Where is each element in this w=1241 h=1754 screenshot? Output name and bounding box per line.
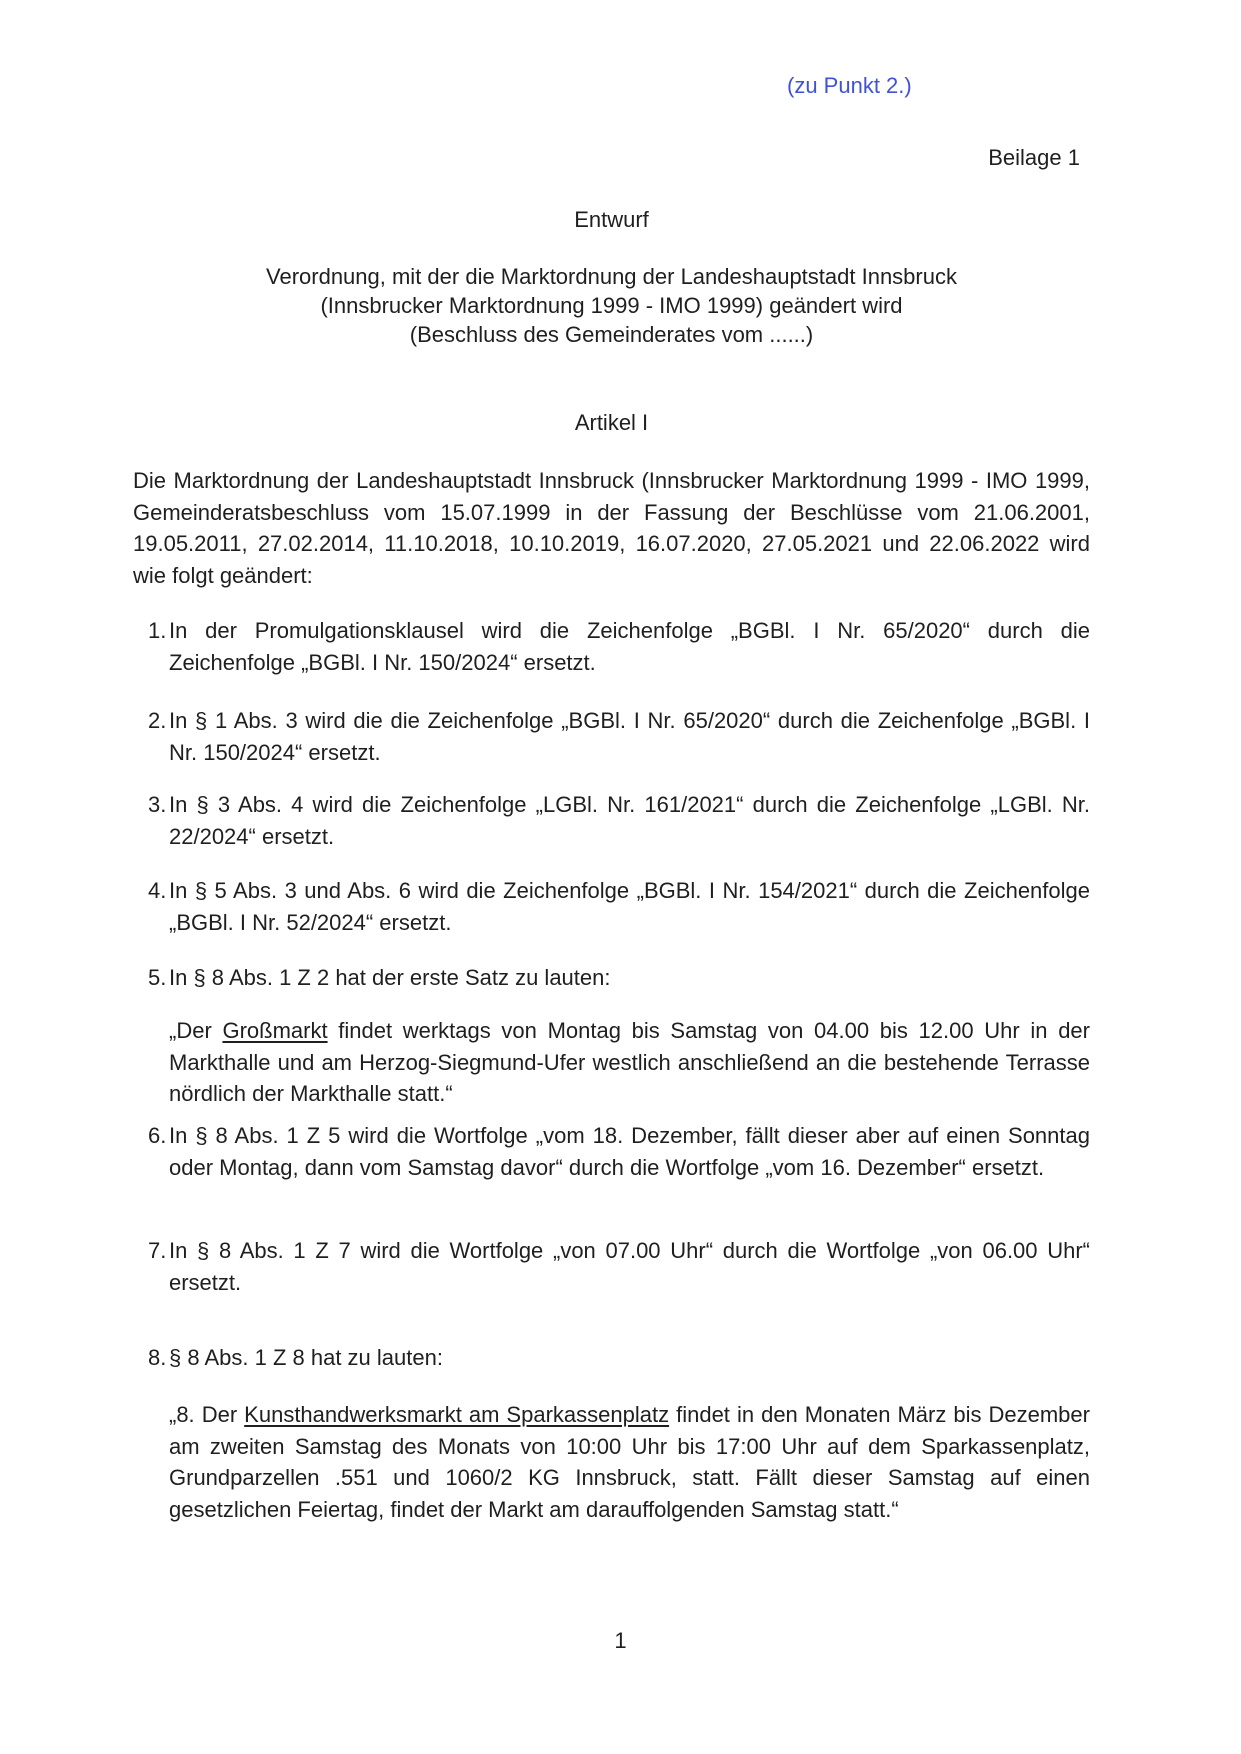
quote-suffix: findet werktags von Montag bis Samstag von 04.00 bis 12.00 Uhr in der Markthalle und am Herzog-Siegmund-Ufer westlich anschließend an die bestehende Terrasse nördlich der Markthalle statt.“ xyxy=(169,1018,1090,1106)
quote-prefix: „8. Der xyxy=(169,1402,245,1427)
list-item-number: 8. xyxy=(148,1345,167,1370)
document-title xyxy=(133,262,1090,349)
list-item-number: 1. xyxy=(148,618,167,643)
list-item-3 xyxy=(133,789,1090,852)
quote-prefix: „Der xyxy=(169,1018,223,1043)
list-item-text: § 8 Abs. 1 Z 8 hat zu lauten: xyxy=(169,1345,443,1370)
ref-note: (zu Punkt 2.) xyxy=(787,73,912,98)
list-item-2 xyxy=(133,705,1090,768)
underlined-term: Kunsthandwerksmarkt am Sparkassenplatz xyxy=(244,1402,670,1427)
title-line-2: (Innsbrucker Marktordnung 1999 - IMO 1999) geändert wird xyxy=(320,293,903,318)
title-line-1: Verordnung, mit der die Marktordnung der Landeshauptstadt Innsbruck xyxy=(266,264,957,289)
list-item-number: 6. xyxy=(148,1123,167,1148)
list-item-1 xyxy=(133,615,1090,678)
quote-suffix: findet in den Monaten März bis Dezember am zweiten Samstag des Monats von 10:00 Uhr bis 17:00 Uhr auf dem Sparkassenplatz, Grundparzellen .551 und 1060/2 KG Innsbruck, statt. Fällt dieser Samstag auf einen gesetzlichen Feiertag, findet der Markt am darauffolgenden Samstag statt.“ xyxy=(169,1402,1090,1522)
page-number: 1 xyxy=(614,1628,627,1653)
list-item-4 xyxy=(133,875,1090,938)
list-item-5 xyxy=(133,962,1090,994)
draft-label: Entwurf xyxy=(574,207,649,232)
list-item-number: 3. xyxy=(148,792,167,817)
list-item-text: In § 8 Abs. 1 Z 5 wird die Wortfolge „vom 18. Dezember, fällt dieser aber auf einen Sonntag oder Montag, dann vom Samstag davor“ durch die Wortfolge „vom 16. Dezember“ ersetzt. xyxy=(169,1123,1090,1180)
list-item-8 xyxy=(133,1342,1090,1374)
list-item-7 xyxy=(133,1235,1090,1298)
attachment-label: Beilage 1 xyxy=(988,145,1080,170)
quoted-passage-kunsthandwerksmarkt xyxy=(133,1399,1090,1525)
list-item-number: 4. xyxy=(148,878,167,903)
list-item-text: In § 1 Abs. 3 wird die die Zeichenfolge „BGBl. I Nr. 65/2020“ durch die Zeichenfolge „BGBl. I Nr. 150/2024“ ersetzt. xyxy=(169,708,1090,765)
list-item-text: In § 5 Abs. 3 und Abs. 6 wird die Zeichenfolge „BGBl. I Nr. 154/2021“ durch die Zeichenfolge „BGBl. I Nr. 52/2024“ ersetzt. xyxy=(169,878,1090,935)
list-item-6 xyxy=(133,1120,1090,1183)
list-item-text: In der Promulgationsklausel wird die Zeichenfolge „BGBl. I Nr. 65/2020“ durch die Zeichenfolge „BGBl. I Nr. 150/2024“ ersetzt. xyxy=(169,618,1090,675)
intro-paragraph: Die Marktordnung der Landeshauptstadt Innsbruck (Innsbrucker Marktordnung 1999 - IMO 1999, Gemeinderatsbeschluss vom 15.07.1999 in der Fassung der Beschlüsse vom 21.06.2001, 19.05.2011, 27.02.2014, 11.10.2018, 10.10.2019, 16.07.2020, 27.05.2021 und 22.06.2022 wird wie folgt geändert: xyxy=(133,468,1090,588)
underlined-term: Großmarkt xyxy=(222,1018,328,1043)
title-line-3: (Beschluss des Gemeinderates vom ......) xyxy=(409,322,814,347)
list-item-number: 5. xyxy=(148,965,167,990)
list-item-number: 7. xyxy=(148,1238,167,1263)
list-item-text: In § 8 Abs. 1 Z 2 hat der erste Satz zu lauten: xyxy=(169,965,611,990)
list-item-text: In § 3 Abs. 4 wird die Zeichenfolge „LGBl. Nr. 161/2021“ durch die Zeichenfolge „LGBl. Nr. 22/2024“ ersetzt. xyxy=(169,792,1090,849)
article-heading: Artikel I xyxy=(574,410,649,435)
list-item-number: 2. xyxy=(148,708,167,733)
quoted-passage-grossmarkt xyxy=(133,1015,1090,1110)
list-item-text: In § 8 Abs. 1 Z 7 wird die Wortfolge „von 07.00 Uhr“ durch die Wortfolge „von 06.00 Uhr“ ersetzt. xyxy=(169,1238,1090,1295)
